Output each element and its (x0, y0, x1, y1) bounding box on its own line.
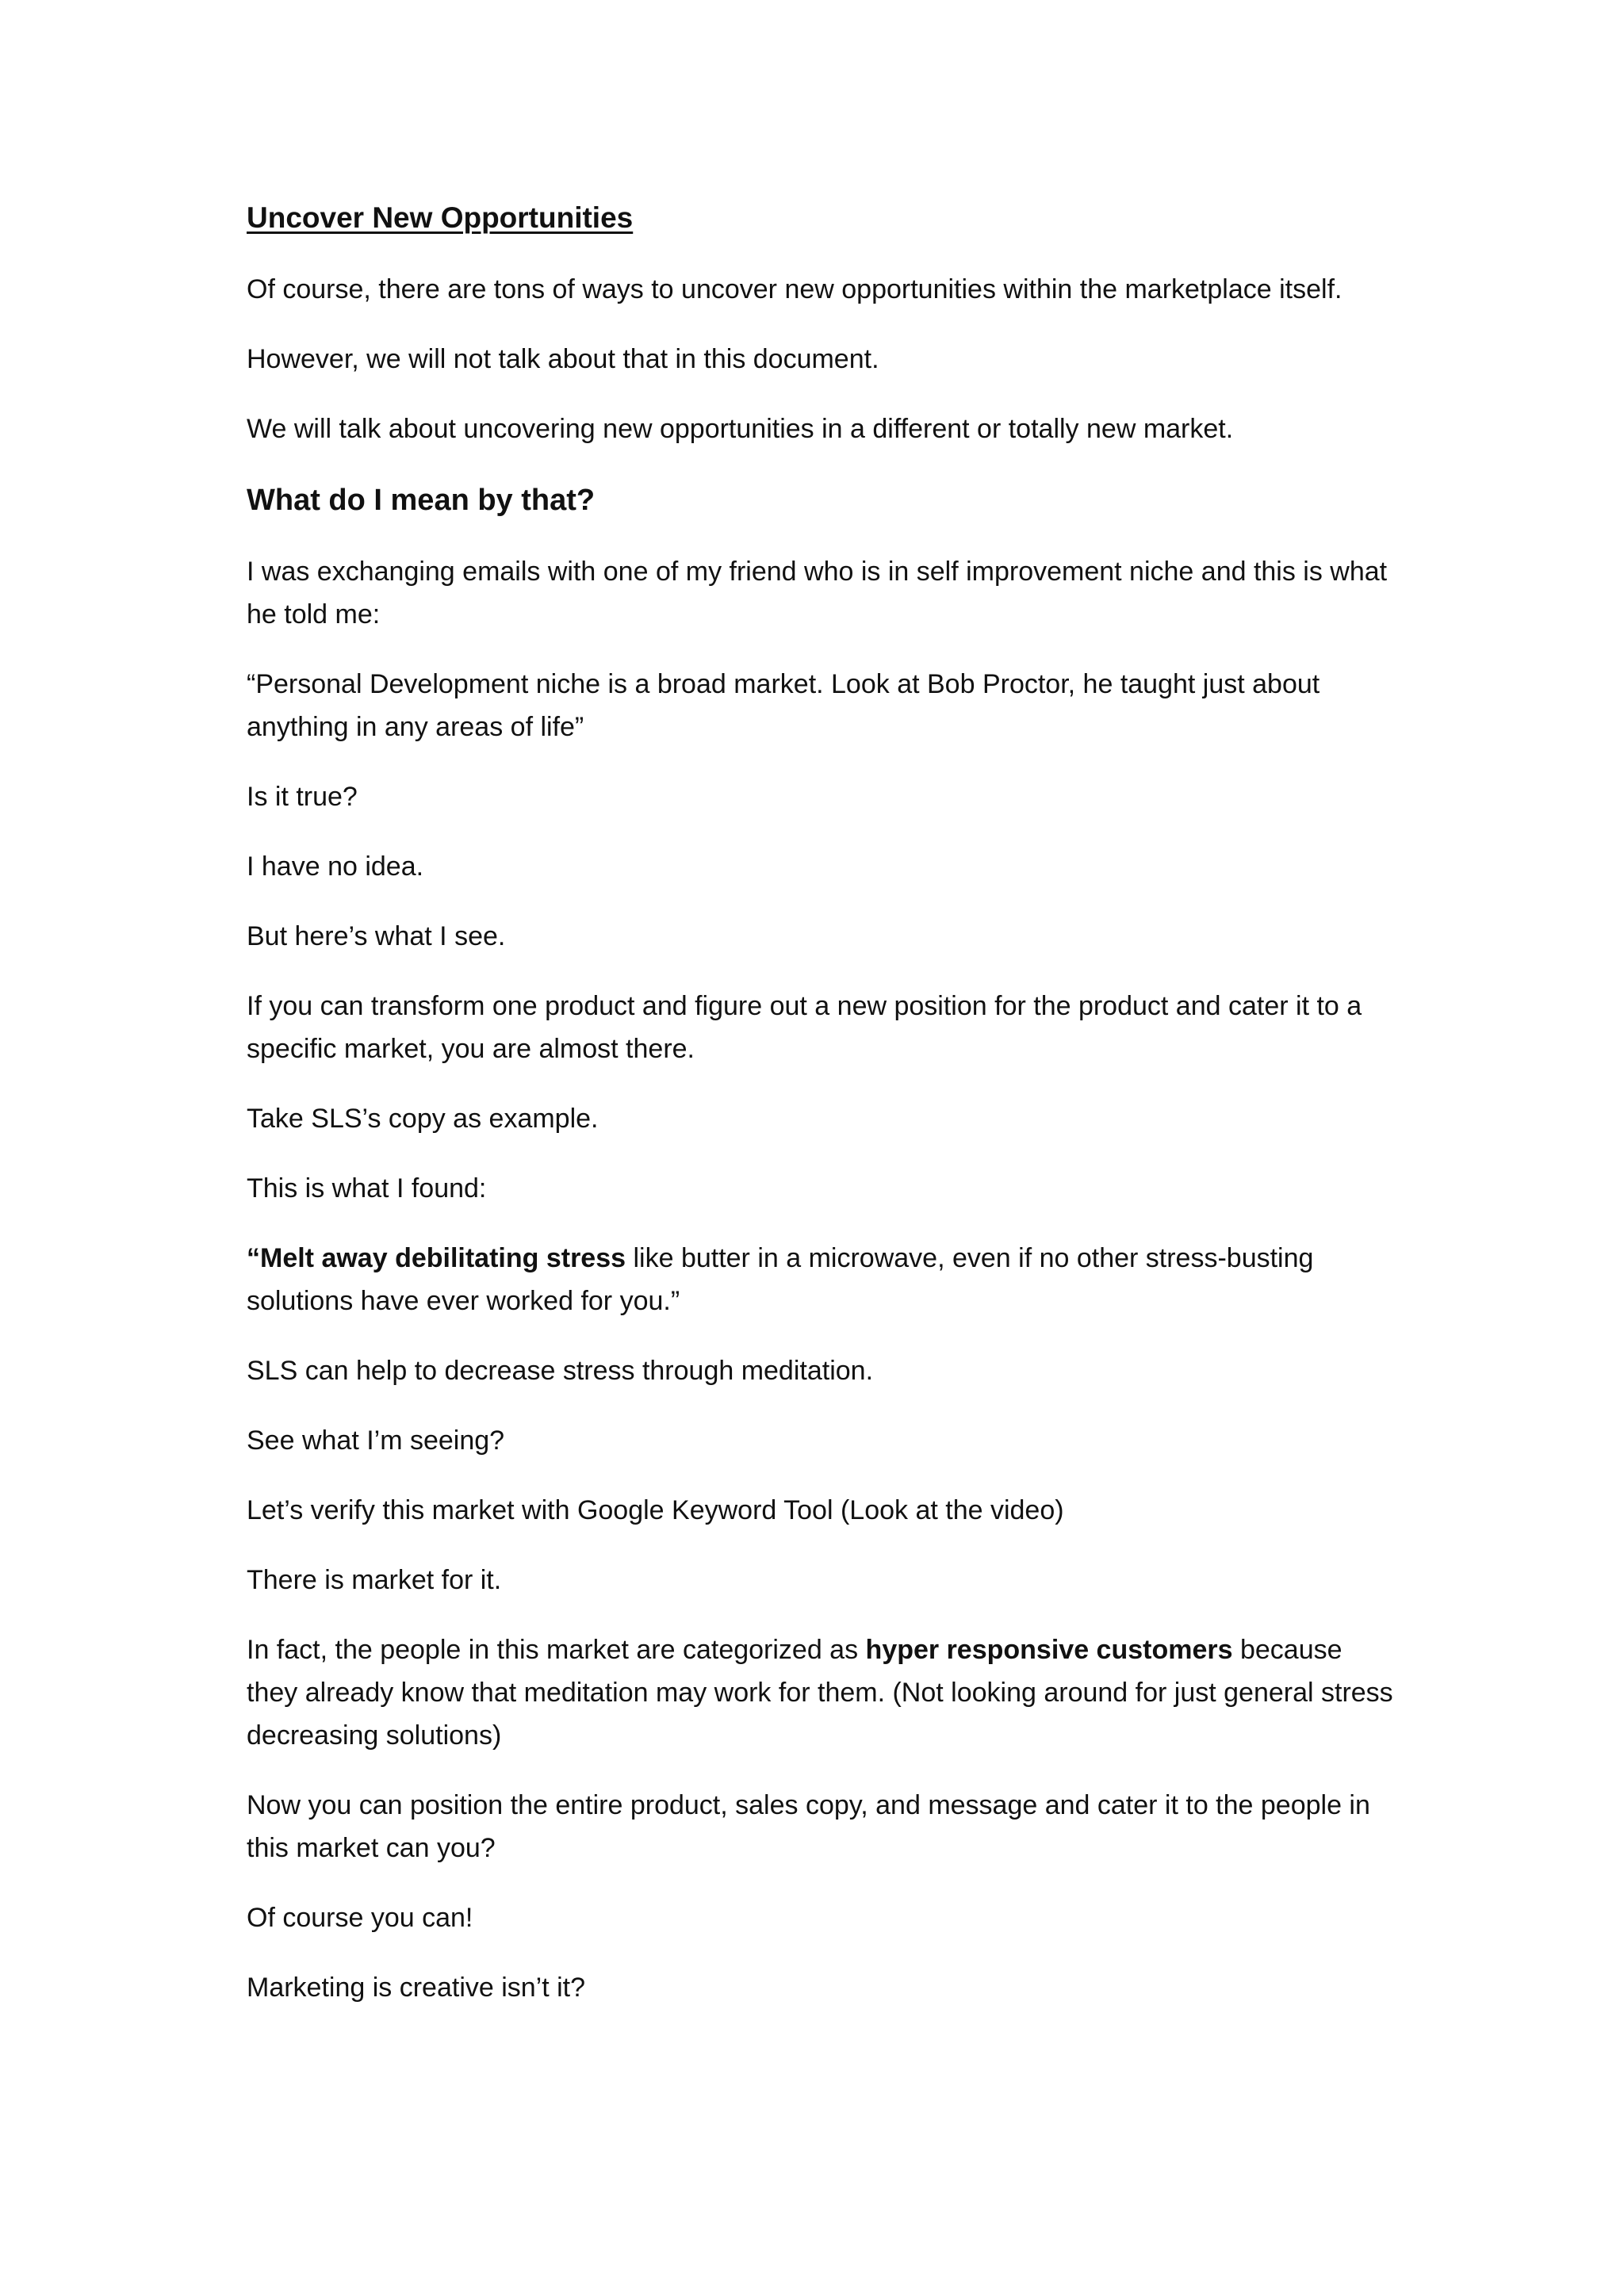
paragraph: This is what I found: (247, 1173, 487, 1203)
paragraph: If you can transform one product and figure out a new position for the product and cater it to a specific market, you are almost there. (247, 991, 1362, 1064)
paragraph: Of course, there are tons of ways to uncover new opportunities within the marketplace itself. (247, 274, 1342, 304)
paragraph-text-before: In fact, the people in this market are categorized as (247, 1635, 866, 1665)
paragraph: However, we will not talk about that in this document. (247, 344, 879, 374)
paragraph: Marketing is creative isn’t it? (247, 1973, 586, 2003)
emphasis-text: hyper responsive customers (865, 1635, 1233, 1665)
section-heading: What do I mean by that? (247, 484, 596, 517)
bold-quote-start: “Melt away debilitating stress (247, 1243, 626, 1273)
paragraph: Let’s verify this market with Google Keyword Tool (Look at the video) (247, 1495, 1064, 1525)
page-title: Uncover New Opportunities (247, 201, 634, 234)
document-body (247, 195, 1396, 2036)
paragraph: I was exchanging emails with one of my friend who is in self improvement niche and this is what he told me: (247, 557, 1388, 629)
paragraph: SLS can help to decrease stress through meditation. (247, 1356, 874, 1386)
paragraph: I have no idea. (247, 851, 424, 882)
paragraph: There is market for it. (247, 1565, 502, 1595)
paragraph-with-emphasis (247, 1628, 1396, 1757)
paragraph: Now you can position the entire product, sales copy, and message and cater it to the people in this market can you? (247, 1790, 1370, 1863)
paragraph-text-after: because they already know that meditation may work for them. (Not looking around for just general stress decreasing solutions) (247, 1635, 1393, 1751)
highlighted-quote (247, 1237, 1396, 1322)
paragraph: Take SLS’s copy as example. (247, 1104, 599, 1134)
quote-paragraph: “Personal Development niche is a broad market. Look at Bob Proctor, he taught just about anything in any areas of life” (247, 669, 1320, 742)
paragraph: But here’s what I see. (247, 921, 506, 951)
paragraph: See what I’m seeing? (247, 1425, 505, 1456)
quote-remainder: like butter in a microwave, even if no other stress-busting solutions have ever worked for you.” (247, 1243, 1314, 1316)
paragraph: Is it true? (247, 782, 358, 812)
paragraph: We will talk about uncovering new opportunities in a different or totally new market. (247, 414, 1234, 444)
paragraph: Of course you can! (247, 1903, 473, 1933)
